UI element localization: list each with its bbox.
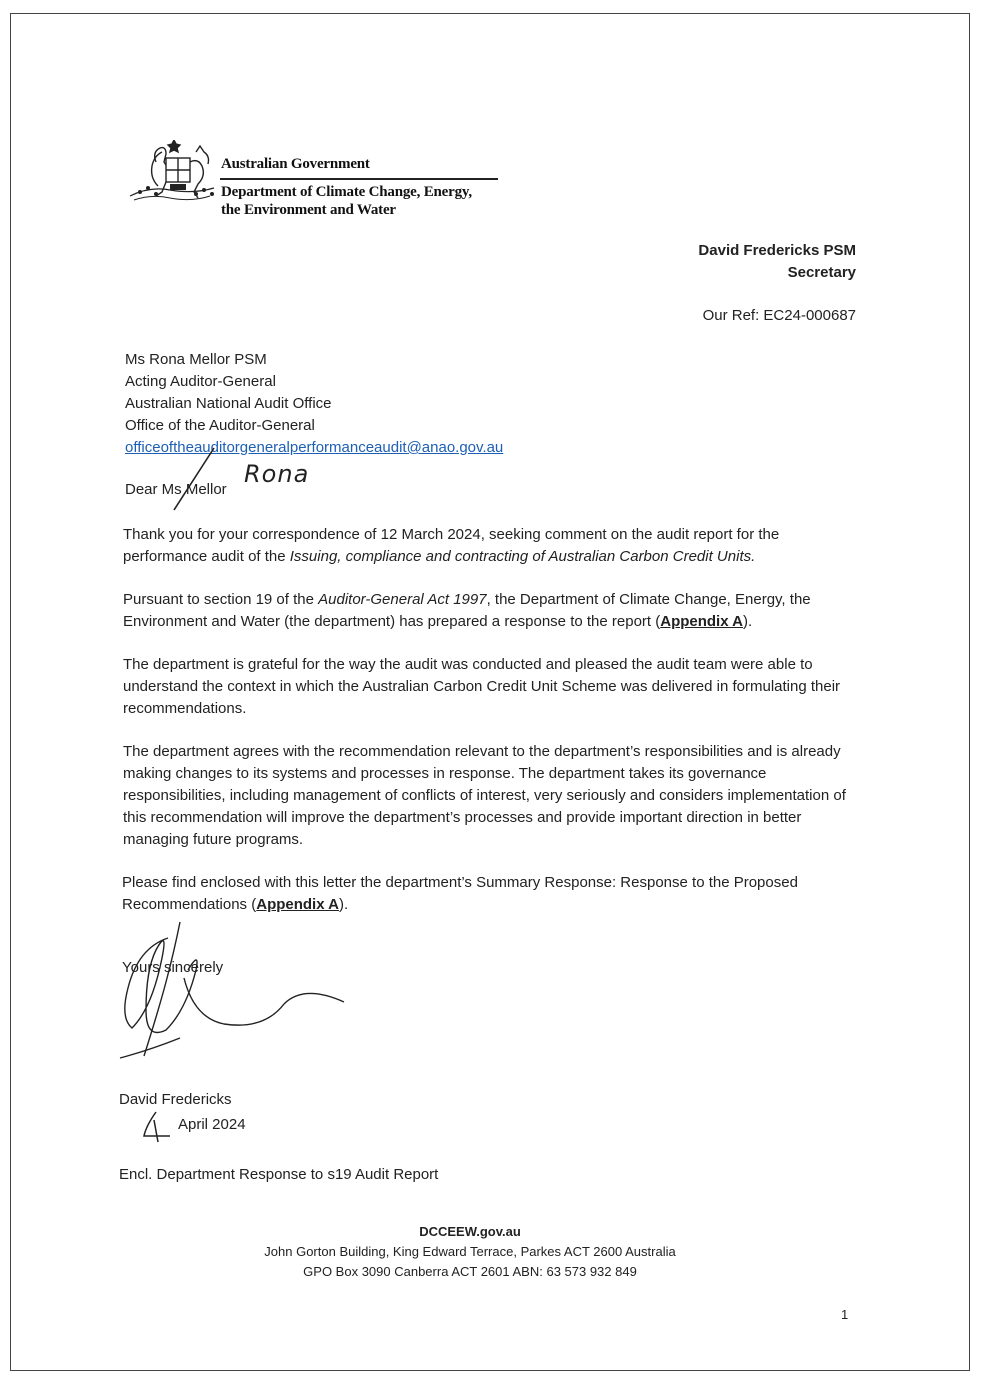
paragraph-4 bbox=[123, 741, 863, 851]
appendix-a-reference: Appendix A bbox=[660, 613, 744, 630]
signature-image bbox=[110, 918, 350, 1068]
coat-of-arms-icon bbox=[126, 140, 218, 208]
government-name: Australian Government bbox=[221, 156, 370, 172]
recipient-email-link[interactable]: officeoftheauditorgeneralperformanceaudit@anao.gov.au bbox=[125, 439, 504, 456]
paragraph-4-text: The department agrees with the recommendation relevant to the department’s responsibilities and is already making changes to its systems and processes in response. The department takes its governance responsibilities, including management of conflicts of interest, very seriously and considers implementation of this recommendation will improve the department’s processes and provide important direction in better managing future programs. bbox=[123, 743, 846, 848]
handwritten-date-mark bbox=[140, 1110, 176, 1144]
salutation: Dear Ms Mellor bbox=[125, 481, 227, 498]
recipient-role: Acting Auditor-General bbox=[125, 373, 276, 390]
valediction: Yours sincerely bbox=[122, 959, 224, 976]
paragraph-3-text: The department is grateful for the way the audit was conducted and pleased the audit team were able to understand the context in which the Australian Carbon Credit Unit Scheme was delivered in formulating their recommendations. bbox=[123, 656, 841, 717]
paragraph-5-text-b: ). bbox=[339, 896, 349, 913]
footer-postal: GPO Box 3090 Canberra ACT 2601 ABN: 63 573 932 849 bbox=[303, 1264, 637, 1279]
paragraph-2 bbox=[123, 589, 863, 633]
sender-name: David Fredericks PSM bbox=[698, 242, 856, 259]
paragraph-2-text-c: ). bbox=[743, 613, 753, 630]
footer-address: John Gorton Building, King Edward Terrace, Parkes ACT 2600 Australia bbox=[264, 1244, 676, 1259]
paragraph-3 bbox=[123, 654, 863, 720]
paragraph-1-text: Thank you for your correspondence of 12 March 2024, seeking comment on the audit report for the performance audit of the bbox=[123, 526, 780, 565]
handwritten-first-name: Rona bbox=[244, 460, 310, 488]
audit-title: Issuing, compliance and contracting of Australian Carbon Credit Units. bbox=[289, 548, 756, 565]
sender-title: Secretary bbox=[787, 264, 856, 281]
paragraph-5 bbox=[122, 872, 862, 916]
letterhead-divider bbox=[220, 178, 498, 180]
page-number: 1 bbox=[841, 1307, 849, 1322]
recipient-office: Office of the Auditor-General bbox=[125, 417, 315, 434]
paragraph-1 bbox=[123, 524, 863, 568]
recipient-address bbox=[125, 349, 503, 459]
enclosure-note: Encl. Department Response to s19 Audit Report bbox=[119, 1166, 439, 1183]
signatory-name: David Fredericks bbox=[119, 1091, 232, 1108]
salutation-strike-mark bbox=[170, 446, 220, 512]
paragraph-2-text-a: Pursuant to section 19 of the bbox=[123, 591, 319, 608]
letter-date: April 2024 bbox=[178, 1116, 246, 1133]
paragraph-5-text-a: Please find enclosed with this letter the department’s Summary Response: Response to the Proposed Recommendations ( bbox=[122, 874, 798, 913]
department-name-line1: Department of Climate Change, Energy, bbox=[221, 184, 472, 200]
act-title: Auditor-General Act 1997 bbox=[318, 591, 487, 608]
department-name bbox=[221, 183, 511, 219]
department-name-line2: the Environment and Water bbox=[221, 202, 396, 218]
paragraph-2-text-b: , the Department of Climate Change, Energy, the Environment and Water (the department) has prepared a response to the report ( bbox=[123, 591, 811, 630]
appendix-a-reference-2: Appendix A bbox=[256, 896, 340, 913]
recipient-organisation: Australian National Audit Office bbox=[125, 395, 332, 412]
footer-website: DCCEEW.gov.au bbox=[419, 1224, 521, 1239]
reference-number: Our Ref: EC24-000687 bbox=[702, 307, 856, 324]
recipient-name: Ms Rona Mellor PSM bbox=[125, 351, 267, 368]
